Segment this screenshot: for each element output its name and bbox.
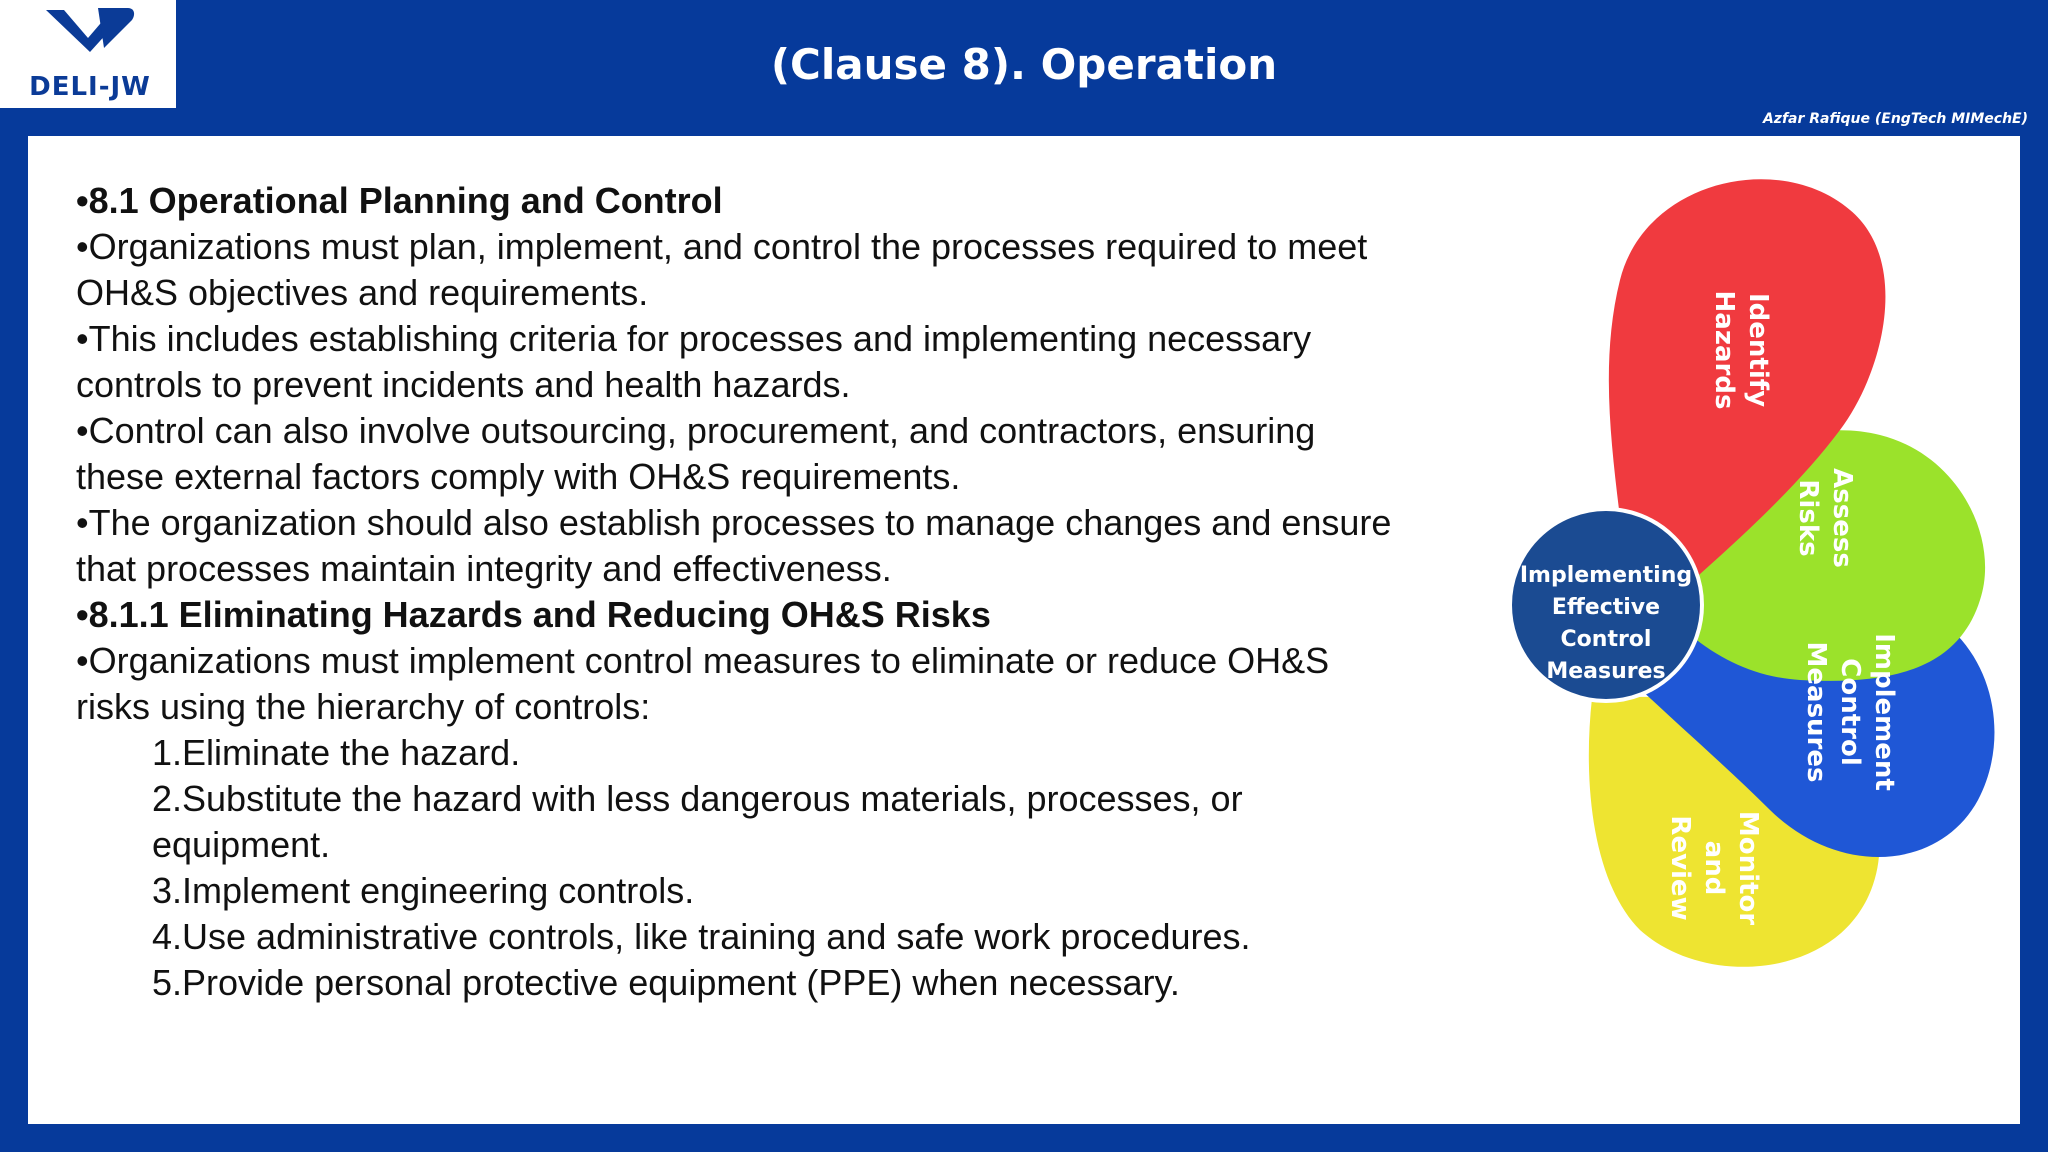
- author-credit: Azfar Rafique (EngTech MIMechE): [1762, 111, 2028, 127]
- center-label-line: Implementing: [1519, 563, 1693, 588]
- petal-label-line: Review: [1665, 815, 1695, 921]
- control-cycle-diagram: [1480, 150, 2020, 1030]
- center-label-line: Effective: [1551, 595, 1661, 620]
- list-item: 4.Use administrative controls, like training and safe work procedures.: [152, 916, 1251, 957]
- paragraph: •This includes establishing criteria for processes and implementing necessary controls to prevent incidents and health hazards.: [76, 318, 1312, 405]
- text-block: [76, 178, 1406, 1006]
- section-heading-8-1-1: •8.1.1 Eliminating Hazards and Reducing OH&S Risks: [76, 594, 991, 635]
- petal-label-line: Monitor: [1733, 810, 1763, 926]
- page-title: (Clause 8). Operation: [770, 40, 1278, 89]
- list-item: 3.Implement engineering controls.: [152, 870, 695, 911]
- paragraph: •Organizations must plan, implement, and control the processes required to meet OH&S objectives and requirements.: [76, 226, 1368, 313]
- list-item: 5.Provide personal protective equipment (PPE) when necessary.: [152, 962, 1180, 1003]
- list-item: 2.Substitute the hazard with less dangerous materials, processes, or equipment.: [152, 778, 1243, 865]
- paragraph: •Control can also involve outsourcing, procurement, and contractors, ensuring these external factors comply with OH&S requirements.: [76, 410, 1316, 497]
- petal-label-line: Hazards: [1709, 290, 1739, 410]
- paragraph: •The organization should also establish processes to manage changes and ensure that processes maintain integrity and effectiveness.: [76, 502, 1392, 589]
- petal-label-line: Control: [1835, 658, 1865, 766]
- list-item: 1.Eliminate the hazard.: [152, 732, 521, 773]
- petal-label-line: Identify: [1743, 292, 1773, 408]
- petal-label-line: Risks: [1793, 479, 1823, 557]
- hierarchy-list: [76, 730, 1406, 1006]
- petal-label-line: Assess: [1827, 468, 1857, 568]
- center-label-line: Measures: [1546, 659, 1666, 684]
- center-label-line: Control: [1560, 627, 1652, 652]
- petal-label-line: Implement: [1869, 633, 1899, 791]
- paragraph: •Organizations must implement control measures to eliminate or reduce OH&S risks using the hierarchy of controls:: [76, 640, 1330, 727]
- logo-text: DELI-JW: [29, 72, 151, 102]
- section-heading-8-1: •8.1 Operational Planning and Control: [76, 180, 723, 221]
- petal-label-line: and: [1699, 840, 1729, 896]
- logo: [0, 0, 176, 108]
- petal-label-line: Measures: [1801, 641, 1831, 783]
